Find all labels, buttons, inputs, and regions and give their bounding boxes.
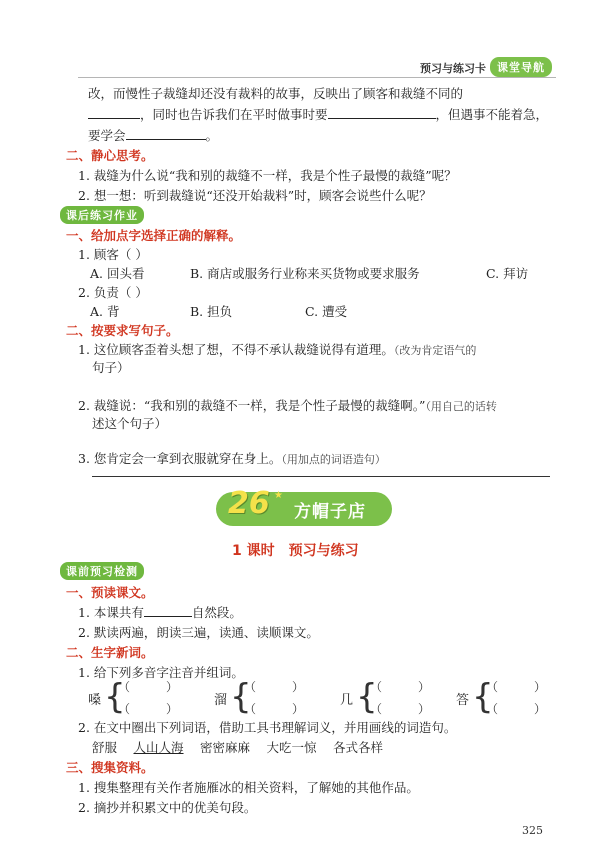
rewrite-q1-line1: 1. 这位顾客歪着头想了想，不得不承认裁缝说得有道理。（改为肯定语气的 — [78, 342, 477, 357]
answer-line[interactable] — [92, 476, 550, 477]
lesson-subtitle: 1 课时 预习与练习 — [232, 543, 359, 559]
new-words-q2: 2. 在文中圈出下列词语，借助工具书理解词义，并用画线的词造句。 — [78, 720, 457, 735]
rewrite-q1-line2: 句子） — [92, 360, 130, 375]
preview-q1: 1. 本课共有 自然段。 — [78, 605, 242, 620]
pinyin-blank[interactable]: （ ） — [486, 702, 547, 716]
header-badge: 课堂导航 — [490, 57, 552, 77]
answer-blank[interactable] — [144, 604, 192, 617]
section-title-rewrite: 二、按要求写句子。 — [66, 323, 179, 338]
word-item: 舒服 — [92, 740, 118, 755]
section-title-choose: 一、给加点字选择正确的解释。 — [66, 228, 242, 243]
section-title-collect: 三、搜集资料。 — [66, 760, 154, 775]
polyphone-char: 嗓 — [88, 693, 102, 708]
pinyin-blank[interactable]: （ ） — [370, 702, 431, 716]
polyphone-char: 溜 — [214, 693, 228, 708]
choose-q1-option-c[interactable]: C. 拜访 — [486, 266, 529, 281]
brace-icon: { — [230, 677, 252, 717]
choose-q2-word: 2. 负责（ ） — [78, 285, 148, 300]
word-item: 密密麻麻 — [200, 740, 251, 755]
top-text-line3: 要学会 。 — [88, 128, 219, 143]
answer-blank[interactable] — [328, 106, 436, 119]
header-rule — [78, 77, 556, 78]
word-item: 各式各样 — [333, 740, 384, 755]
choose-q2-option-b[interactable]: B. 担负 — [190, 304, 233, 319]
top-text-line1: 改，而慢性子裁缝却还没有裁料的故事，反映出了顾客和裁缝不同的 — [88, 86, 464, 101]
collect-q2: 2. 摘抄并积累文中的优美句段。 — [78, 800, 257, 815]
preview-q2: 2. 默读两遍，朗读三遍，读通、读顺课文。 — [78, 625, 319, 640]
polyphone-char: 答 — [456, 693, 470, 708]
lesson-banner — [216, 488, 392, 528]
choose-q1-option-a[interactable]: A. 回头看 — [90, 266, 145, 281]
before-class-banner: 课前预习检测 — [60, 562, 144, 580]
polyphone-char: 几 — [340, 693, 354, 708]
brace-icon: { — [356, 677, 378, 717]
collect-q1: 1. 搜集整理有关作者施雁冰的相关资料，了解她的其他作品。 — [78, 780, 419, 795]
think-question-2: 2. 想一想：听到裁缝说“还没开始裁料”时，顾客会说些什么呢？ — [78, 188, 432, 203]
section-title-new-words: 二、生字新词。 — [66, 645, 154, 660]
answer-blank[interactable] — [126, 127, 206, 140]
choose-q1-option-b[interactable]: B. 商店或服务行业称来买货物或要求服务 — [190, 266, 420, 281]
choose-q2-option-c[interactable]: C. 遭受 — [305, 304, 348, 319]
answer-blank[interactable] — [88, 106, 140, 119]
pinyin-blank[interactable]: （ ） — [244, 680, 305, 694]
lesson-number: 26 — [228, 486, 270, 521]
header-label: 预习与练习卡 — [420, 62, 486, 75]
section-title-think: 二、静心思考。 — [66, 148, 154, 163]
new-words-q1: 1. 给下列多音字注音并组词。 — [78, 665, 244, 680]
pinyin-blank[interactable]: （ ） — [244, 702, 305, 716]
think-question-1: 1. 裁缝为什么说“我和别的裁缝不一样，我是个性子最慢的裁缝”呢？ — [78, 168, 457, 183]
word-item-underlined: 人山人海 — [133, 740, 184, 755]
word-item: 大吃一惊 — [266, 740, 317, 755]
after-class-banner: 课后练习作业 — [60, 206, 144, 224]
rewrite-q3-line1: 3. 您肯定会一拿到衣服就穿在身上。（用加点的词语造句） — [78, 451, 386, 466]
page-number: 325 — [522, 824, 543, 837]
choose-q2-option-a[interactable]: A. 背 — [90, 304, 120, 319]
choose-q1-word: 1. 顾客（ ） — [78, 247, 148, 262]
pinyin-blank[interactable]: （ ） — [486, 680, 547, 694]
brace-icon: { — [472, 677, 494, 717]
star-icon: ★ — [274, 490, 283, 501]
brace-icon: { — [104, 677, 126, 717]
word-list — [92, 738, 383, 756]
section-title-preview: 一、预读课文。 — [66, 585, 154, 600]
pinyin-blank[interactable]: （ ） — [118, 680, 179, 694]
rewrite-q2-line2: 述这个句子） — [92, 416, 168, 431]
pinyin-blank[interactable]: （ ） — [370, 680, 431, 694]
pinyin-blank[interactable]: （ ） — [118, 702, 179, 716]
rewrite-q2-line1: 2. 裁缝说：“我和别的裁缝不一样，我是个性子最慢的裁缝啊。”（用自己的话转 — [78, 398, 497, 413]
top-text-line2: ，同时也告诉我们在平时做事时要 ，但遇事不能着急， — [88, 105, 548, 123]
lesson-title: 方帽子店 — [294, 502, 366, 522]
